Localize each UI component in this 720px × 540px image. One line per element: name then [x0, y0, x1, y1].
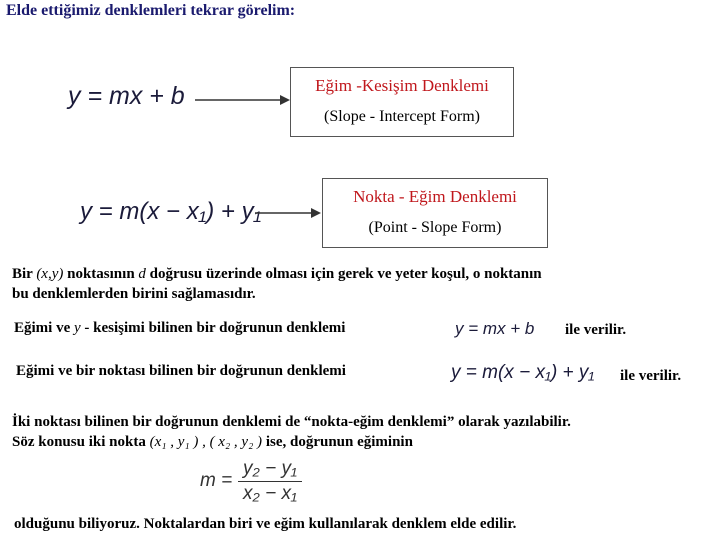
row1-equation: y = mx + b — [455, 319, 535, 338]
row2-equation: y = m(x − x₁) + y₁ — [451, 362, 595, 383]
box2-subtitle: (Point - Slope Form) — [368, 219, 502, 236]
p1-prefix: Bir — [12, 266, 37, 282]
p2-line2-b: ise, doğrunun eğiminin — [265, 434, 413, 450]
p1-mid2: doğrusu üzerinde olması için gerek ve yeter koşul, o noktanın — [149, 266, 542, 282]
condition-paragraph — [12, 264, 712, 304]
row1-text-a: Eğimi ve — [14, 320, 74, 336]
row1-text-b: - kesişimi bilinen bir doğrunun denklemi — [80, 320, 346, 336]
row2-suffix: ile verilir. — [620, 368, 682, 384]
two-points-paragraph — [12, 412, 712, 452]
fraction-bar — [238, 481, 302, 482]
arrow-1 — [195, 93, 295, 107]
p2-points: (x₁ , y₁ ) , ( x₂ , y₂ ) — [149, 434, 263, 450]
row2-text: Eğimi ve bir noktası bilinen bir doğrunun denklemi — [16, 363, 346, 379]
p2-line2-a: Söz konusu iki nokta — [12, 434, 150, 450]
p1-point: (x,y) — [36, 266, 64, 282]
row1-y-symbol: y — [74, 320, 81, 336]
slope-denominator: x₂ − x₁ — [243, 483, 297, 504]
point-slope-equation: y = m(x − x₁) + y₁ — [80, 198, 262, 225]
slope-fraction — [238, 458, 302, 505]
p2-line1: İki noktası bilinen bir doğrunun denklemi de “nokta-eğim denklemi” olarak yazılabilir. — [12, 414, 571, 430]
point-slope-box — [322, 178, 548, 248]
row1-text — [14, 318, 345, 338]
page-title: Elde ettiğimiz denklemleri tekrar görelim: — [6, 2, 296, 19]
box2-title: Nokta - Eğim Denklemi — [353, 187, 517, 206]
p1-line-symbol: d — [138, 266, 146, 282]
box1-subtitle: (Slope - Intercept Form) — [324, 108, 480, 125]
closing-sentence: olduğunu biliyoruz. Noktalardan biri ve eğim kullanılarak denklem elde edilir. — [14, 516, 517, 532]
slope-numerator: y₂ − y₁ — [243, 458, 297, 479]
row1-suffix: ile verilir. — [565, 322, 627, 338]
slope-intercept-equation: y = mx + b — [68, 82, 185, 110]
slope-lhs: m = — [200, 470, 233, 491]
arrow-2 — [255, 206, 327, 220]
slope-intercept-box — [290, 67, 514, 137]
p1-line2: bu denklemlerden birini sağlamasıdır. — [12, 286, 256, 302]
p1-mid1: noktasının — [67, 266, 139, 282]
box1-title: Eğim -Kesişim Denklemi — [315, 76, 489, 95]
